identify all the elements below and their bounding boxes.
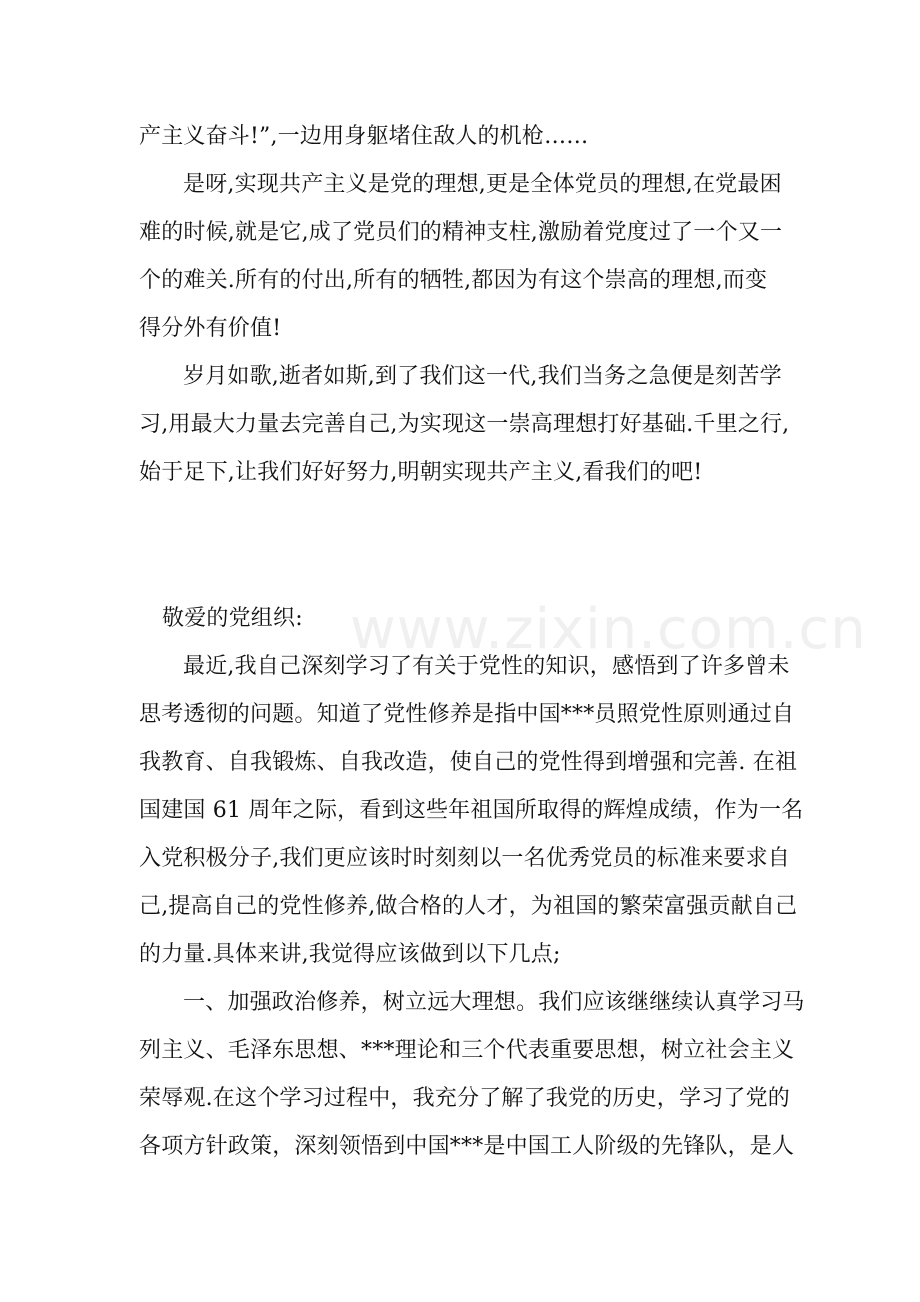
text-line: 我教育、自我锻炼、自我改造，使自己的党性得到增强和完善. 在祖 xyxy=(139,750,798,775)
text-line: 习,用最大力量去完善自己,为实现这一崇高理想打好基础.千里之行, xyxy=(139,412,790,437)
text-line: 入党积极分子,我们更应该时时刻刻以一名优秀党员的标准来要求自 xyxy=(139,846,790,871)
text-line: 国建国 61 周年之际，看到这些年祖国所取得的辉煌成绩，作为一名 xyxy=(139,798,804,823)
text-line: 列主义、毛泽东思想、***理论和三个代表重要思想，树立社会主义 xyxy=(139,1038,795,1063)
text-line: 最近,我自己深刻学习了有关于党性的知识，感悟到了许多曾未 xyxy=(183,654,790,679)
text-line: 个的难关.所有的付出,所有的牺牲,都因为有这个崇高的理想,而变 xyxy=(139,268,768,293)
text-line: 思考透彻的问题。知道了党性修养是指中国***员照党性原则通过自 xyxy=(139,702,795,727)
watermark: www.zixin.com.cn xyxy=(350,597,867,662)
text-line: 是呀,实现共产主义是党的理想,更是全体党员的理想,在党最困 xyxy=(183,172,782,197)
text-line: 荣辱观.在这个学习过程中，我充分了解了我党的历史，学习了党的 xyxy=(139,1086,790,1111)
salutation: 敬爱的党组织: xyxy=(162,606,303,631)
text-line: 岁月如歌,逝者如斯,到了我们这一代,我们当务之急便是刻苦学 xyxy=(183,364,782,389)
text-line: 一、加强政治修养，树立远大理想。我们应该继继续认真学习马 xyxy=(183,990,805,1015)
text-line: 产主义奋斗!”,一边用身躯堵住敌人的机枪…… xyxy=(139,124,589,149)
text-line: 己,提高自己的党性修养,做合格的人才，为祖国的繁荣富强贡献自己 xyxy=(139,894,798,919)
text-line: 各项方针政策，深刻领悟到中国***是中国工人阶级的先锋队，是人 xyxy=(139,1134,795,1159)
text-line: 得分外有价值! xyxy=(139,316,282,341)
text-line: 难的时候,就是它,成了党员们的精神支柱,激励着党度过了一个又一 xyxy=(139,220,783,245)
text-line: 始于足下,让我们好好努力,明朝实现共产主义,看我们的吧! xyxy=(139,460,703,485)
text-line: 的力量.具体来讲,我觉得应该做到以下几点; xyxy=(139,942,561,967)
